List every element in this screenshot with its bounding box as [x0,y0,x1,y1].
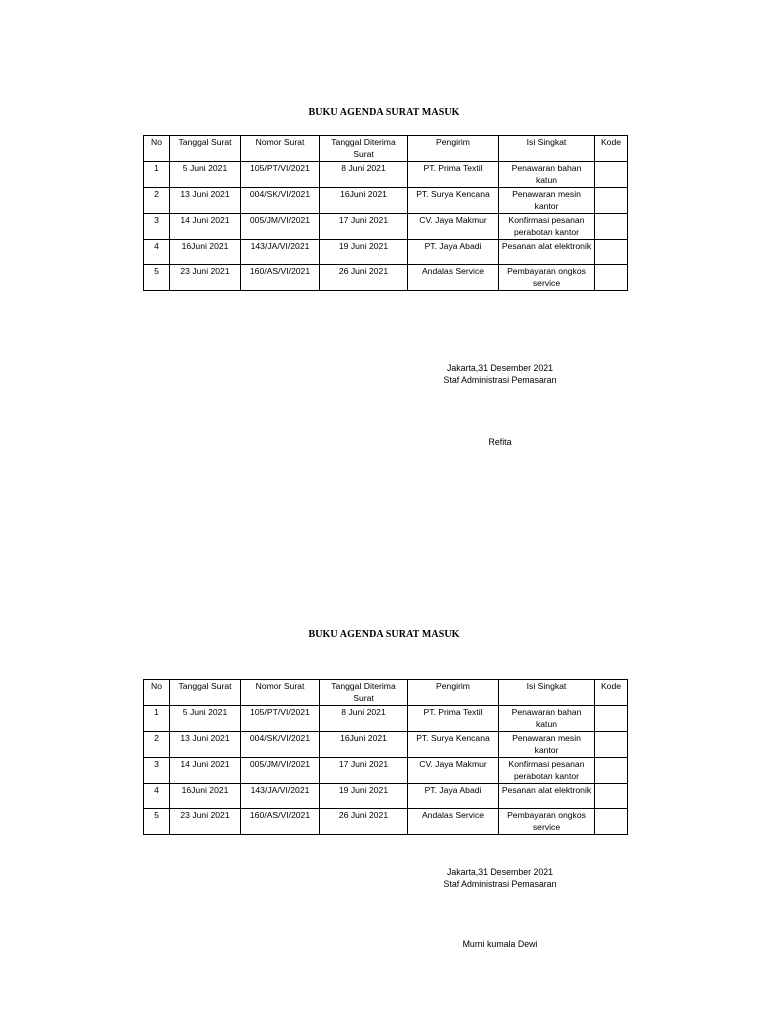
page-title: BUKU AGENDA SURAT MASUK [308,629,460,640]
table-header-row [144,136,628,162]
cell-isi-singkat: Pembayaran ongkos service [499,809,595,835]
signature-block [420,362,580,386]
cell-pengirim: Andalas Service [408,809,499,835]
header-tanggal-surat: Tanggal Surat [170,136,241,162]
table-header-row [144,680,628,706]
cell-nomor-surat: 160/AS/VI/2021 [241,265,320,291]
cell-tanggal-surat: 13 Juni 2021 [170,188,241,214]
header-kode: Kode [595,680,628,706]
cell-tanggal-surat: 5 Juni 2021 [170,162,241,188]
cell-no: 1 [144,162,170,188]
cell-isi-singkat: Penawaran mesin kantor [499,188,595,214]
cell-nomor-surat: 105/PT/VI/2021 [241,706,320,732]
cell-pengirim: PT. Jaya Abadi [408,784,499,809]
agenda-table [143,679,628,835]
header-nomor-surat: Nomor Surat [241,680,320,706]
cell-tanggal-diterima: 26 Juni 2021 [320,265,408,291]
cell-tanggal-surat: 23 Juni 2021 [170,809,241,835]
signer-name: Murni kumala Dewi [462,939,538,949]
table-row [144,758,628,784]
cell-no: 5 [144,265,170,291]
cell-tanggal-surat: 16Juni 2021 [170,240,241,265]
cell-nomor-surat: 160/AS/VI/2021 [241,809,320,835]
signer-name: Refita [488,437,512,447]
header-nomor-surat: Nomor Surat [241,136,320,162]
header-isi-singkat: Isi Singkat [499,680,595,706]
cell-no: 1 [144,706,170,732]
signature-block [420,866,580,890]
cell-isi-singkat: Pesanan alat elektronik [499,784,595,809]
cell-nomor-surat: 004/SK/VI/2021 [241,732,320,758]
cell-isi-singkat: Penawaran bahan katun [499,162,595,188]
table-row [144,706,628,732]
table-row [144,809,628,835]
table-row [144,240,628,265]
cell-tanggal-diterima: 19 Juni 2021 [320,240,408,265]
cell-tanggal-surat: 14 Juni 2021 [170,758,241,784]
cell-kode [595,240,628,265]
cell-no: 4 [144,240,170,265]
cell-tanggal-diterima: 8 Juni 2021 [320,706,408,732]
cell-tanggal-surat: 14 Juni 2021 [170,214,241,240]
cell-tanggal-surat: 13 Juni 2021 [170,732,241,758]
cell-kode [595,706,628,732]
cell-tanggal-diterima: 17 Juni 2021 [320,758,408,784]
cell-tanggal-surat: 23 Juni 2021 [170,265,241,291]
cell-pengirim: PT. Prima Textil [408,706,499,732]
cell-pengirim: PT. Jaya Abadi [408,240,499,265]
header-no: No [144,136,170,162]
cell-pengirim: PT. Prima Textil [408,162,499,188]
table-row [144,732,628,758]
signer-position: Staf Administrasi Pemasaran [443,375,557,385]
cell-kode [595,758,628,784]
cell-kode [595,188,628,214]
cell-isi-singkat: Konfirmasi pesanan perabotan kantor [499,214,595,240]
cell-isi-singkat: Pesanan alat elektronik [499,240,595,265]
cell-tanggal-diterima: 16Juni 2021 [320,732,408,758]
cell-no: 3 [144,758,170,784]
header-isi-singkat: Isi Singkat [499,136,595,162]
cell-tanggal-diterima: 8 Juni 2021 [320,162,408,188]
place-date: Jakarta,31 Desember 2021 [446,867,554,877]
cell-nomor-surat: 105/PT/VI/2021 [241,162,320,188]
cell-tanggal-diterima: 16Juni 2021 [320,188,408,214]
cell-no: 3 [144,214,170,240]
table-row [144,214,628,240]
cell-isi-singkat: Pembayaran ongkos service [499,265,595,291]
cell-nomor-surat: 005/JM/VI/2021 [241,758,320,784]
cell-nomor-surat: 143/JA/VI/2021 [241,784,320,809]
cell-nomor-surat: 143/JA/VI/2021 [241,240,320,265]
cell-no: 4 [144,784,170,809]
table-row [144,265,628,291]
cell-pengirim: CV. Jaya Makmur [408,214,499,240]
place-date: Jakarta,31 Desember 2021 [446,363,554,373]
signer-position: Staf Administrasi Pemasaran [443,879,557,889]
cell-tanggal-diterima: 19 Juni 2021 [320,784,408,809]
agenda-table [143,135,628,291]
cell-tanggal-diterima: 17 Juni 2021 [320,214,408,240]
header-kode: Kode [595,136,628,162]
cell-kode [595,214,628,240]
header-pengirim: Pengirim [408,136,499,162]
cell-tanggal-surat: 16Juni 2021 [170,784,241,809]
cell-tanggal-surat: 5 Juni 2021 [170,706,241,732]
header-tanggal-diterima: Tanggal Diterima Surat [320,680,408,706]
cell-kode [595,784,628,809]
cell-kode [595,732,628,758]
header-no: No [144,680,170,706]
cell-pengirim: PT. Surya Kencana [408,188,499,214]
cell-kode [595,162,628,188]
cell-kode [595,265,628,291]
cell-kode [595,809,628,835]
header-tanggal-surat: Tanggal Surat [170,680,241,706]
cell-isi-singkat: Penawaran mesin kantor [499,732,595,758]
table-row [144,188,628,214]
cell-no: 5 [144,809,170,835]
header-pengirim: Pengirim [408,680,499,706]
cell-isi-singkat: Konfirmasi pesanan perabotan kantor [499,758,595,784]
table-row [144,162,628,188]
cell-no: 2 [144,188,170,214]
header-tanggal-diterima: Tanggal Diterima Surat [320,136,408,162]
cell-no: 2 [144,732,170,758]
page-title: BUKU AGENDA SURAT MASUK [308,107,460,118]
cell-nomor-surat: 005/JM/VI/2021 [241,214,320,240]
cell-pengirim: CV. Jaya Makmur [408,758,499,784]
cell-nomor-surat: 004/SK/VI/2021 [241,188,320,214]
cell-pengirim: Andalas Service [408,265,499,291]
cell-tanggal-diterima: 26 Juni 2021 [320,809,408,835]
cell-pengirim: PT. Surya Kencana [408,732,499,758]
cell-isi-singkat: Penawaran bahan katun [499,706,595,732]
table-row [144,784,628,809]
